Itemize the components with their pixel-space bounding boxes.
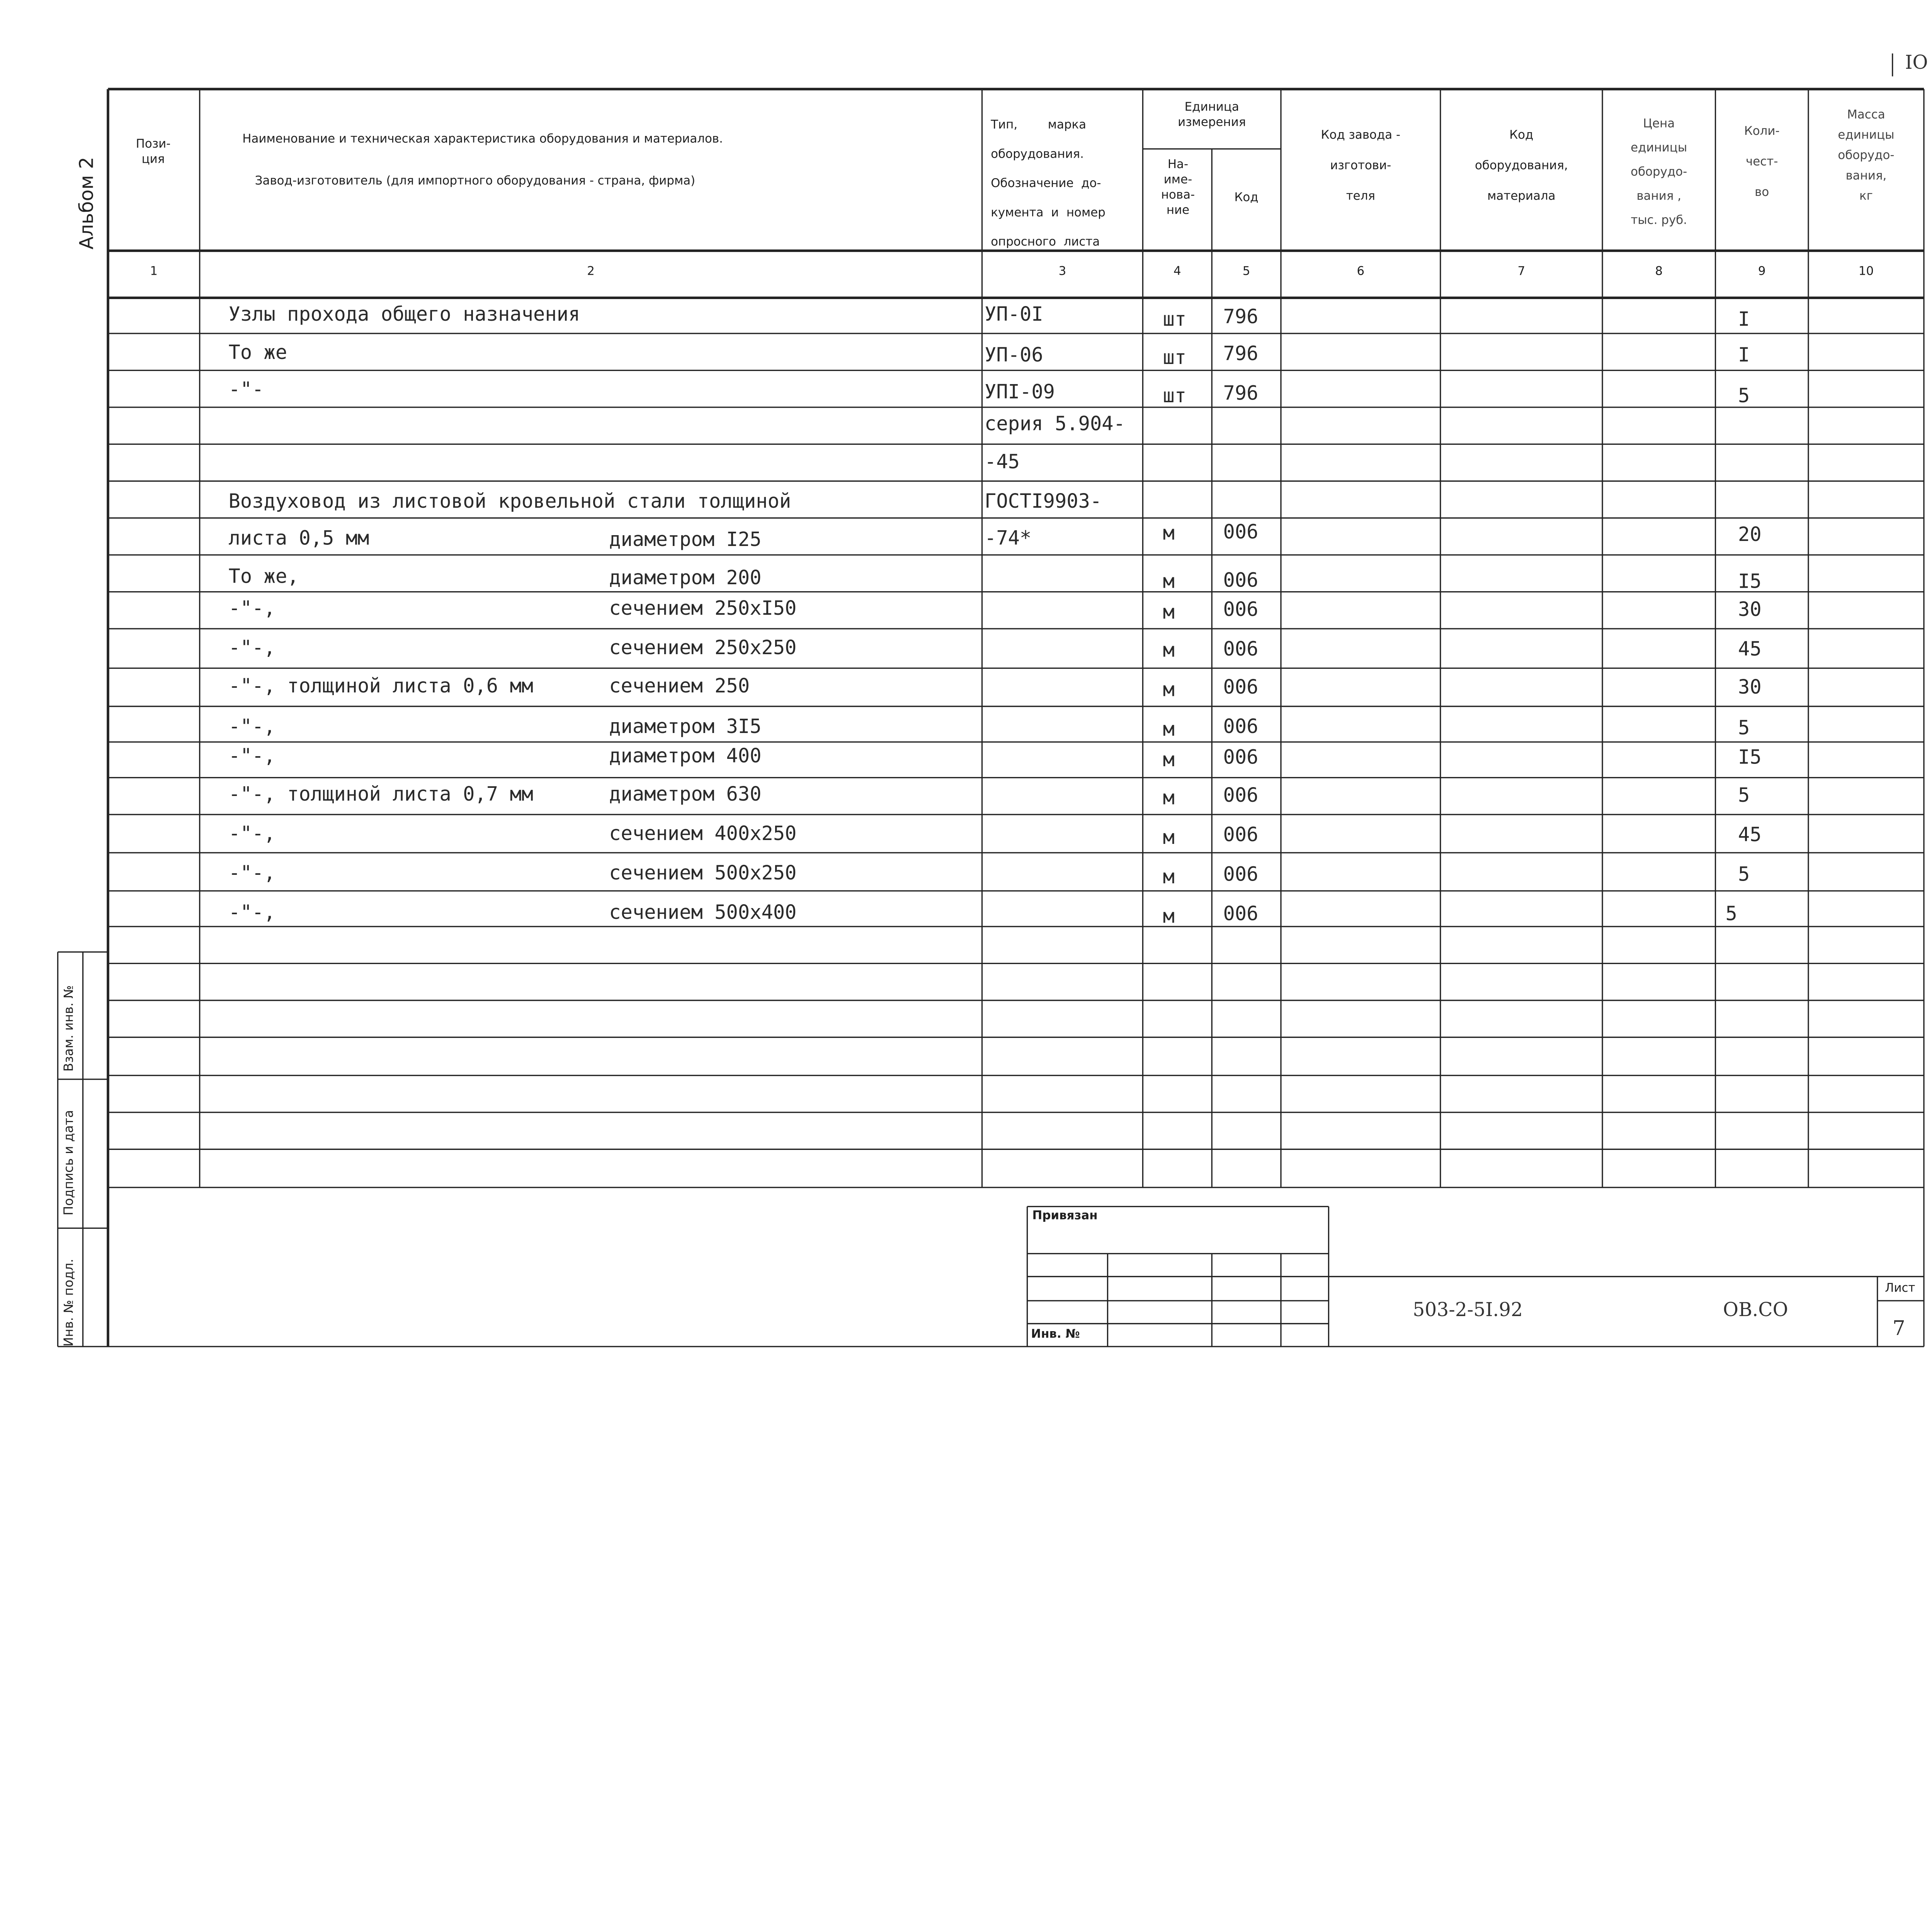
header-unit-group: Единица измерения (1178, 100, 1246, 130)
row-name: -"- (228, 378, 264, 401)
row-qty: I5 (1738, 570, 1762, 593)
row-type: УП-06 (985, 344, 1043, 367)
row-qty: 20 (1738, 523, 1762, 546)
row-code: 006 (1223, 569, 1259, 592)
row-code: 796 (1223, 342, 1259, 366)
document-code: 503-2-5I.92 (1413, 1298, 1523, 1321)
row-name-spec: сечением 500x400 (609, 901, 797, 924)
row-unit: м (1163, 826, 1175, 849)
row-type: серия 5.904- (985, 412, 1125, 435)
row-name: -"-, (228, 636, 276, 660)
row-name-spec: сечением 250xI50 (609, 597, 797, 620)
row-qty: I (1738, 308, 1750, 331)
col-num-2: 2 (587, 265, 595, 279)
row-name: То же, (228, 565, 299, 588)
row-code: 006 (1223, 746, 1259, 769)
album-label: Альбом 2 (75, 156, 98, 250)
row-name-spec: сечением 250x250 (609, 636, 797, 660)
row-type: ГОСТI9903- (985, 490, 1102, 513)
row-qty: I (1738, 344, 1750, 367)
row-code: 796 (1223, 382, 1259, 405)
stamp-signature-date: Подпись и дата (63, 1110, 77, 1216)
row-unit: шт (1163, 384, 1187, 408)
row-name: листа 0,5 мм (228, 527, 369, 550)
stamp-inv-original: Инв. № подл. (63, 1259, 77, 1347)
row-qty: 45 (1738, 638, 1762, 661)
row-code: 006 (1223, 598, 1259, 621)
header-name-line2: Завод-изготовитель (для импортного оборудования - страна, фирма) (255, 174, 696, 189)
row-type: -74* (985, 527, 1032, 550)
col-num-1: 1 (150, 265, 158, 279)
row-unit: м (1163, 865, 1175, 889)
row-type: УПI-09 (985, 380, 1055, 404)
row-name: -"-, (228, 597, 276, 620)
row-name: Узлы прохода общего назначения (228, 303, 580, 326)
row-qty: 5 (1738, 384, 1750, 408)
header-factory-code: Код завода - изготови- теля (1321, 128, 1401, 204)
row-unit: м (1163, 905, 1175, 928)
row-qty: 30 (1738, 676, 1762, 699)
row-name: -"-, (228, 744, 276, 768)
col-num-3: 3 (1058, 265, 1066, 279)
row-unit: м (1163, 639, 1175, 662)
inv-no-label: Инв. № (1031, 1327, 1080, 1342)
row-code: 006 (1223, 902, 1259, 925)
row-name: -"-, (228, 822, 276, 845)
row-qty: 45 (1738, 823, 1762, 847)
row-name-spec: диаметром 630 (609, 782, 762, 806)
corner-number: IO (1905, 51, 1928, 74)
row-qty: I5 (1738, 746, 1762, 769)
row-code: 006 (1223, 863, 1259, 886)
row-qty: 5 (1738, 716, 1750, 740)
row-unit: шт (1163, 308, 1187, 331)
header-price: Цена единицы оборудо- вания , тыс. руб. (1631, 117, 1687, 228)
row-qty: 5 (1738, 784, 1750, 807)
header-type: Тип, марка оборудования. Обозначение до- кумента и номер опросного листа (991, 118, 1105, 250)
sheet-label: Лист (1885, 1281, 1915, 1296)
row-code: 006 (1223, 823, 1259, 847)
row-name: -"-, (228, 901, 276, 924)
row-code: 006 (1223, 638, 1259, 661)
row-name: -"-, (228, 715, 276, 738)
header-equipment-code: Код оборудования, материала (1475, 128, 1568, 204)
col-num-7: 7 (1517, 265, 1526, 279)
row-qty: 30 (1738, 598, 1762, 621)
row-name: То же (228, 341, 287, 364)
row-unit: м (1163, 570, 1175, 593)
row-name: Воздуховод из листовой кровельной стали толщиной (228, 490, 791, 513)
row-code: 006 (1223, 715, 1259, 738)
row-unit: м (1163, 718, 1175, 741)
row-name-spec: сечением 500x250 (609, 861, 797, 885)
row-name-spec: диаметром 3I5 (609, 715, 762, 738)
row-code: 006 (1223, 520, 1259, 544)
document-mark: ОВ.СО (1723, 1298, 1788, 1321)
col-num-10: 10 (1858, 265, 1874, 279)
row-code: 006 (1223, 676, 1259, 699)
row-name-spec: диаметром I25 (609, 528, 762, 551)
row-name-spec: диаметром 200 (609, 566, 762, 590)
header-mass: Масса единицы оборудо- вания, кг (1838, 108, 1895, 204)
row-name: -"-, толщиной листа 0,6 мм (228, 674, 534, 698)
row-unit: м (1163, 748, 1175, 772)
col-num-8: 8 (1655, 265, 1663, 279)
stamp-vzam-inv: Взам. инв. № (63, 985, 77, 1072)
row-qty: 5 (1725, 902, 1737, 925)
header-name-line1: Наименование и техническая характеристика оборудования и материалов. (242, 132, 723, 146)
header-position: Пози- ция (136, 137, 171, 167)
col-num-4: 4 (1173, 265, 1181, 279)
col-num-5: 5 (1242, 265, 1250, 279)
row-code: 796 (1223, 305, 1259, 328)
row-unit: м (1163, 678, 1175, 701)
header-unit-code: Код (1234, 191, 1259, 205)
row-name-spec: сечением 250 (609, 674, 750, 698)
row-unit: м (1163, 522, 1175, 545)
privyazan-label: Привязан (1032, 1209, 1098, 1223)
header-quantity: Коли- чест- во (1744, 124, 1780, 200)
sheet-number: 7 (1892, 1316, 1905, 1340)
row-unit: м (1163, 600, 1175, 624)
row-unit: м (1163, 786, 1175, 810)
row-qty: 5 (1738, 863, 1750, 886)
row-type: -45 (985, 451, 1020, 474)
row-name-spec: сечением 400x250 (609, 822, 797, 845)
row-code: 006 (1223, 784, 1259, 807)
col-num-9: 9 (1758, 265, 1766, 279)
row-name: -"-, (228, 861, 276, 885)
row-unit: шт (1163, 346, 1187, 369)
row-name-spec: диаметром 400 (609, 744, 762, 768)
row-name: -"-, толщиной листа 0,7 мм (228, 782, 534, 806)
row-type: УП-0I (985, 303, 1043, 326)
header-unit-name: На- име- нова- ние (1161, 158, 1195, 218)
col-num-6: 6 (1357, 265, 1365, 279)
